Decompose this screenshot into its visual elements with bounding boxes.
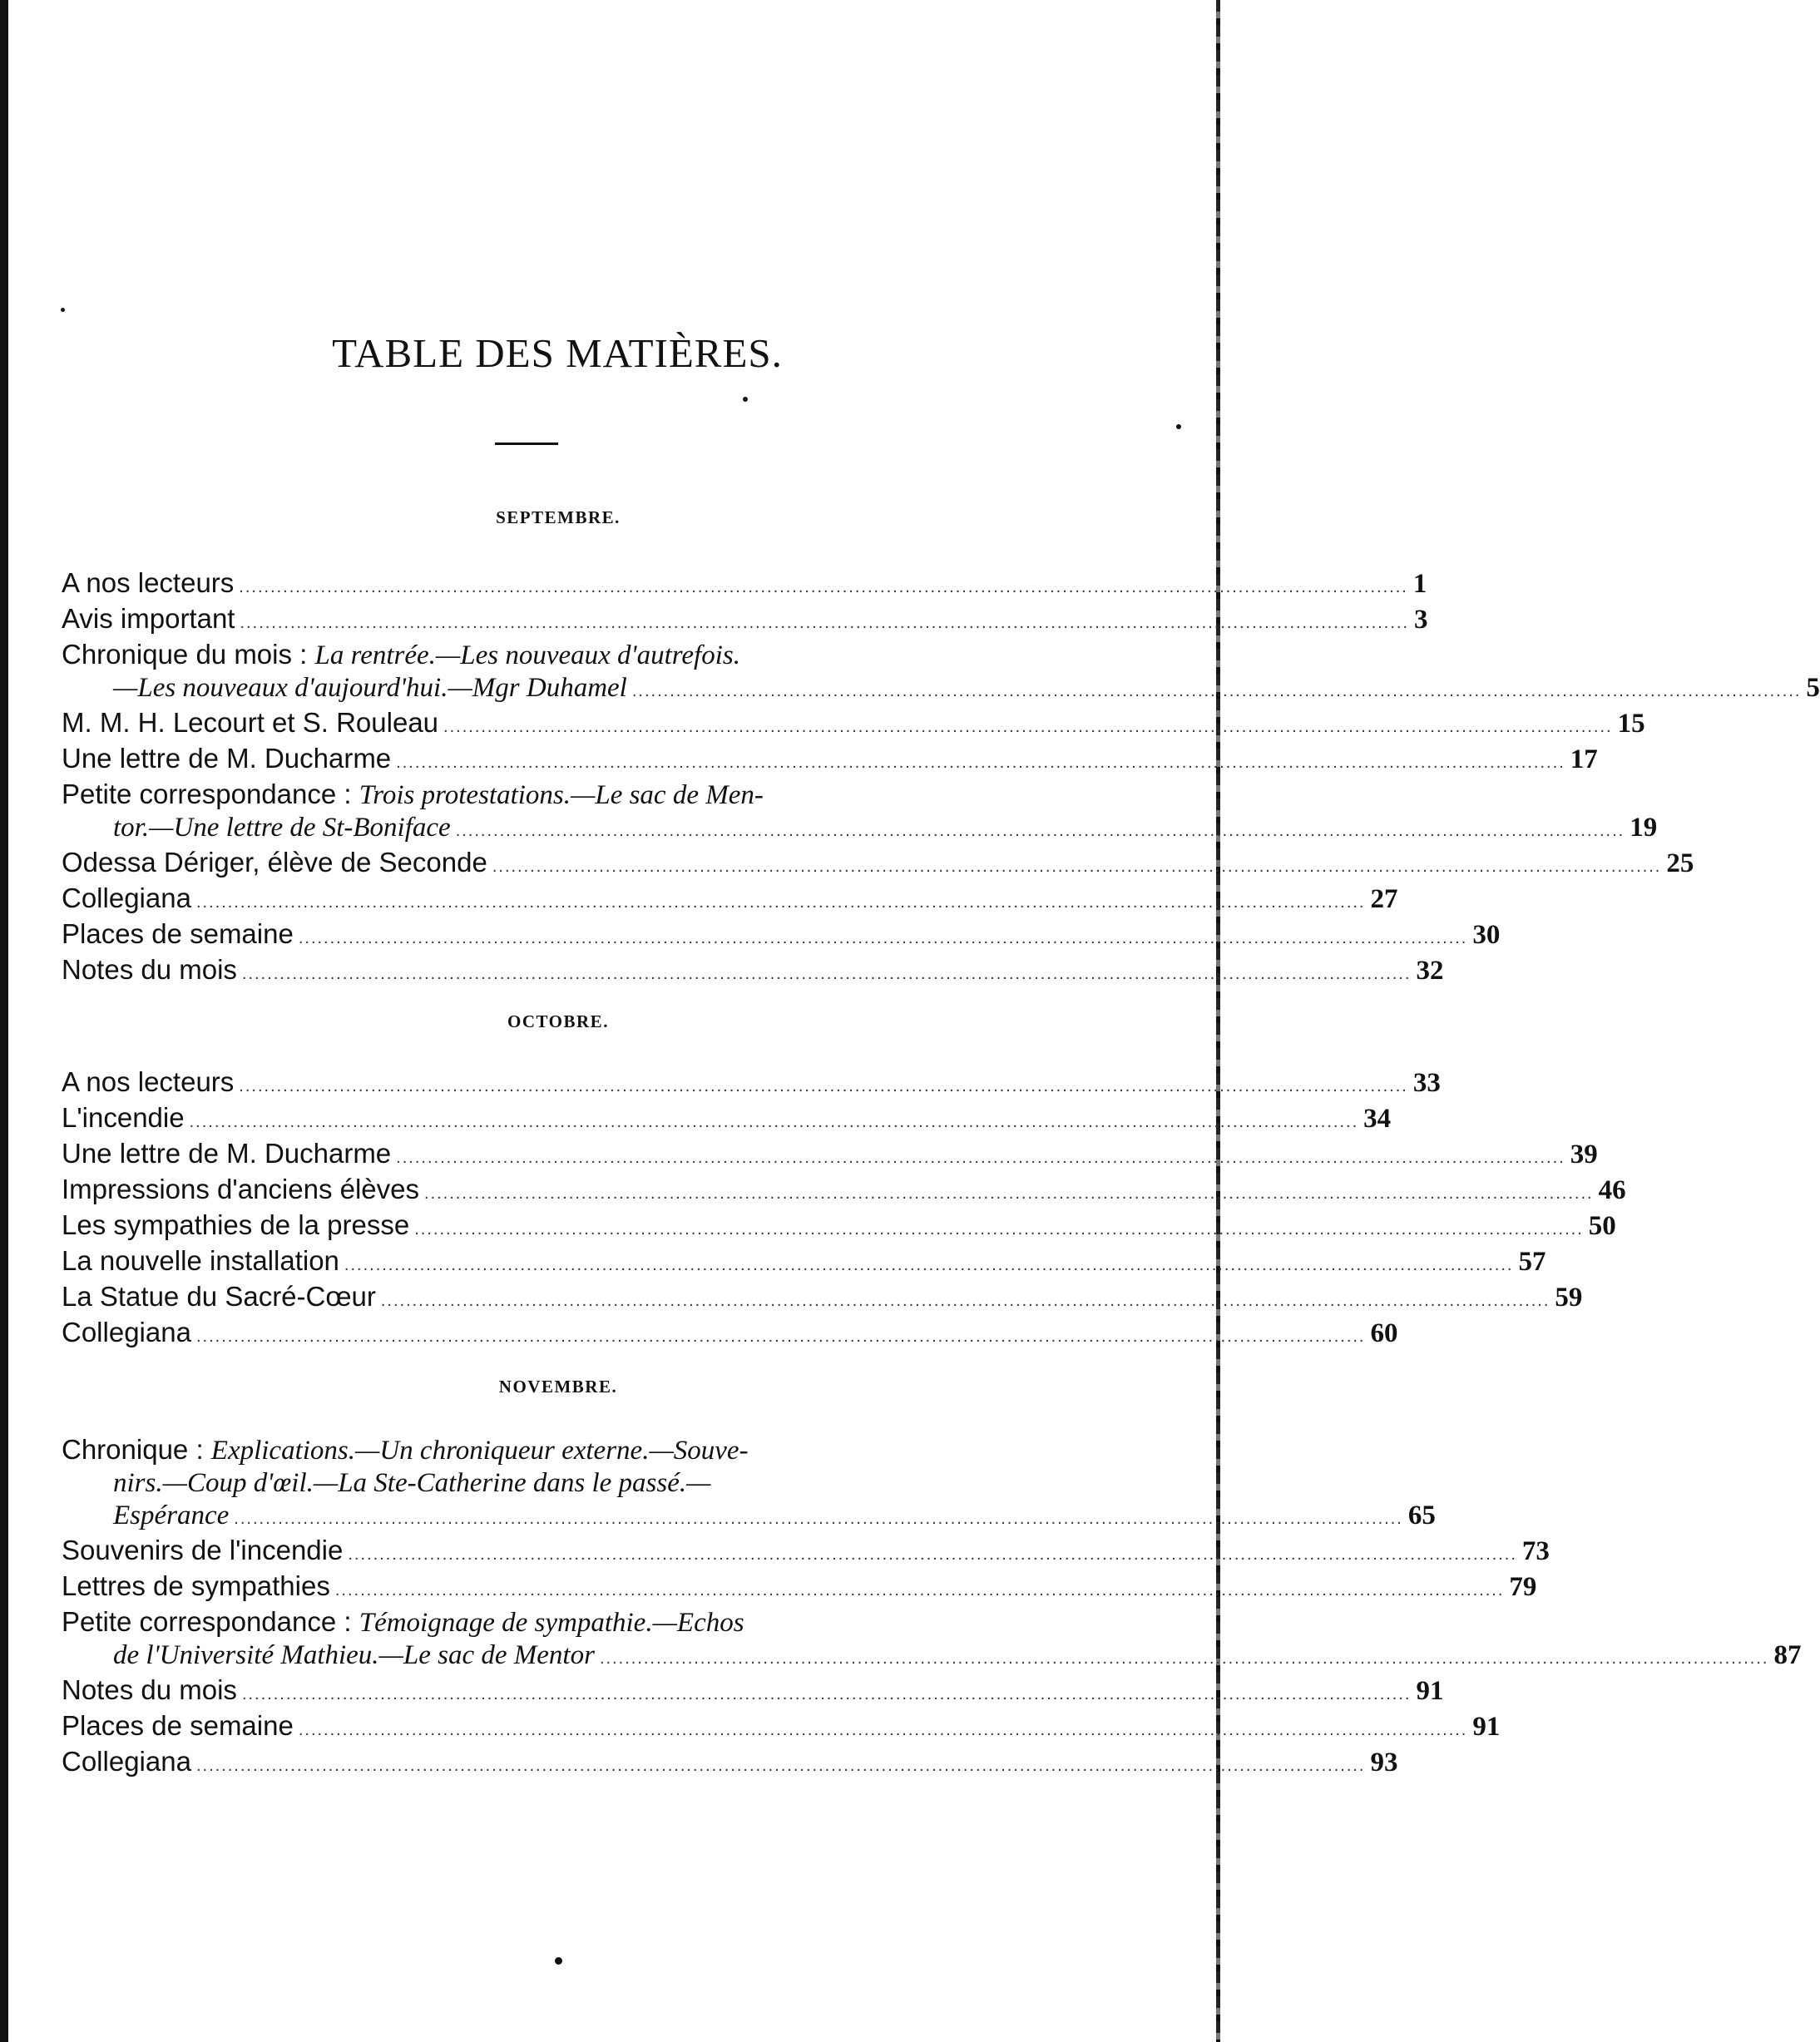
toc-entry xyxy=(62,1281,1583,1317)
entry-title-text: M. M. H. Lecourt et S. Rouleau xyxy=(62,707,439,738)
page-number: 39 xyxy=(1570,1140,1598,1169)
entry-title xyxy=(113,671,627,704)
page-number: 3 xyxy=(1414,605,1428,635)
entry-title xyxy=(62,1317,191,1347)
page-number: 79 xyxy=(1509,1572,1537,1602)
dot-leader: .......................................................................................................................................................................................... xyxy=(241,1685,1412,1703)
entry-title xyxy=(62,743,391,774)
page-number: 34 xyxy=(1363,1104,1392,1134)
page-number: 5 xyxy=(1806,673,1820,703)
dot-leader: .......................................................................................................................................................................................... xyxy=(599,1649,1769,1668)
entry-title-text: Impressions d'anciens élèves xyxy=(62,1174,420,1204)
section-entries-novembre xyxy=(62,1434,1802,1782)
entry-title xyxy=(62,567,234,598)
page-number: 46 xyxy=(1598,1175,1626,1205)
entry-title-italic: Explications.—Un chroniqueur externe.—Souve- xyxy=(210,1436,749,1466)
dot-leader: .......................................................................................................................................................................................... xyxy=(443,718,1613,736)
dot-leader: .......................................................................................................................................................................................... xyxy=(396,1149,1565,1167)
dot-leader: .......................................................................................................................................................................................... xyxy=(298,1721,1468,1739)
entry-title-italic: Témoignage de sympathie.—Echos xyxy=(359,1608,744,1638)
section-heading-octobre: OCTOBRE. xyxy=(507,1011,609,1031)
toc-entry xyxy=(62,1535,1550,1570)
toc-entry xyxy=(62,1102,1392,1138)
toc-entry xyxy=(62,1317,1398,1352)
toc-entry xyxy=(62,779,995,811)
dot-leader: .......................................................................................................................................................................................... xyxy=(334,1581,1505,1599)
dot-leader: .......................................................................................................................................................................................... xyxy=(455,822,1625,840)
dot-leader: .......................................................................................................................................................................................... xyxy=(631,682,1802,700)
dot-leader: .......................................................................................................................................................................................... xyxy=(424,1184,1594,1203)
dot-leader: .......................................................................................................................................................................................... xyxy=(195,1757,1366,1775)
dot-leader: .......................................................................................................................................................................................... xyxy=(298,929,1468,947)
section-heading-septembre: SEPTEMBRE. xyxy=(496,507,621,527)
entry-title-text: Avis important xyxy=(62,603,235,634)
entry-title-text: Collegiana xyxy=(62,883,191,913)
entry-title xyxy=(62,1434,749,1466)
page-number: 60 xyxy=(1370,1318,1398,1348)
page-number: 15 xyxy=(1617,709,1645,739)
page-number: 91 xyxy=(1416,1676,1444,1706)
entry-title-italic: de l'Université Mathieu.—Le sac de Mentor xyxy=(113,1640,595,1670)
dot-leader: .......................................................................................................................................................................................... xyxy=(240,614,1410,632)
page-number: 27 xyxy=(1370,884,1398,914)
entry-title xyxy=(62,1674,237,1705)
toc-entry xyxy=(62,1710,1501,1746)
entry-title xyxy=(62,1281,376,1312)
dot-leader: .......................................................................................................................................................................................... xyxy=(348,1545,1517,1564)
toc-entry xyxy=(62,1466,995,1499)
toc-entry xyxy=(62,707,1645,743)
entry-title xyxy=(62,1710,294,1741)
toc-entry xyxy=(62,1434,995,1466)
page-number: 19 xyxy=(1630,813,1658,843)
toc-entry xyxy=(62,1639,1802,1674)
toc-entry xyxy=(62,918,1501,954)
page-number: 33 xyxy=(1412,1068,1441,1098)
toc-entry xyxy=(62,743,1598,779)
dot-leader: .......................................................................................................................................................................................... xyxy=(380,1292,1550,1310)
page-number: 50 xyxy=(1588,1211,1616,1241)
toc-entry xyxy=(62,954,1444,990)
dot-leader: .......................................................................................................................................................................................... xyxy=(239,1077,1408,1095)
entry-title xyxy=(62,603,235,634)
entry-title-italic: nirs.—Coup d'œil.—La Ste-Catherine dans le passé.— xyxy=(113,1468,711,1498)
entry-title-text: Places de semaine xyxy=(62,1710,294,1741)
entry-title-italic: —Les nouveaux d'aujourd'hui.—Mgr Duhamel xyxy=(113,673,627,703)
entry-title-text: Petite correspondance : xyxy=(62,1606,359,1637)
dot-leader: .......................................................................................................................................................................................... xyxy=(492,858,1662,876)
entry-title-text: Chronique : xyxy=(62,1434,211,1465)
toc-entry xyxy=(62,847,1694,883)
entry-title xyxy=(62,779,764,811)
toc-entry xyxy=(62,1674,1444,1710)
entry-title-text: A nos lecteurs xyxy=(62,567,235,598)
toc-entry xyxy=(62,603,1428,639)
entry-title xyxy=(113,1466,710,1499)
entry-title xyxy=(113,811,451,843)
entry-title-text: Petite correspondance : xyxy=(62,779,359,809)
page-number: 91 xyxy=(1472,1712,1501,1742)
entry-title xyxy=(62,883,191,913)
toc-entry xyxy=(62,883,1398,918)
entry-title xyxy=(62,1606,744,1639)
page-number: 30 xyxy=(1472,920,1501,950)
entry-title-text: Odessa Dériger, élève de Seconde xyxy=(62,847,487,878)
toc-entry xyxy=(62,1209,1616,1245)
toc-entry xyxy=(62,671,1820,707)
entry-title-italic: tor.—Une lettre de St-Boniface xyxy=(113,813,451,843)
dot-leader: .......................................................................................................................................................................................... xyxy=(396,754,1565,772)
entry-title-text: Souvenirs de l'incendie xyxy=(62,1535,344,1565)
page-number: 73 xyxy=(1521,1536,1550,1566)
toc-entry xyxy=(62,1174,1626,1209)
toc-entry xyxy=(62,1606,995,1639)
entry-title-text: Notes du mois xyxy=(62,954,237,985)
toc-entry xyxy=(62,1138,1598,1174)
entry-title-text: Collegiana xyxy=(62,1317,191,1347)
entry-title xyxy=(62,707,438,738)
toc-entry xyxy=(62,567,1427,603)
entry-title xyxy=(62,1245,339,1276)
dot-leader: .......................................................................................................................................................................................... xyxy=(344,1256,1514,1274)
entry-title xyxy=(113,1499,229,1531)
toc-entry xyxy=(62,1570,1537,1606)
toc-entry xyxy=(62,1746,1398,1782)
entry-title xyxy=(62,1570,330,1601)
page-number: 32 xyxy=(1416,956,1444,986)
section-entries-septembre xyxy=(62,567,1820,990)
toc-entry xyxy=(62,1066,1441,1102)
entry-title xyxy=(62,1174,419,1204)
entry-title xyxy=(62,954,237,985)
title-rule xyxy=(495,443,558,445)
page-number: 1 xyxy=(1412,569,1427,599)
entry-title-text: Une lettre de M. Ducharme xyxy=(62,1138,392,1169)
toc-entry xyxy=(62,811,1658,847)
entry-title-text: La nouvelle installation xyxy=(62,1245,339,1276)
entry-title-text: Notes du mois xyxy=(62,1674,237,1705)
dot-leader: .......................................................................................................................................................................................... xyxy=(195,893,1366,912)
entry-title-text: L'incendie xyxy=(62,1102,185,1133)
toc-entry xyxy=(62,1245,1546,1281)
dot-leader: .......................................................................................................................................................................................... xyxy=(195,1328,1366,1346)
entry-title xyxy=(62,1209,409,1240)
entry-title xyxy=(62,639,740,671)
entry-title-text: Collegiana xyxy=(62,1746,191,1777)
dot-leader: .......................................................................................................................................................................................... xyxy=(414,1220,1584,1239)
entry-title xyxy=(62,847,487,878)
entry-title xyxy=(62,918,294,949)
page-number: 65 xyxy=(1407,1501,1436,1530)
entry-title xyxy=(62,1138,391,1169)
page-title: TABLE DES MATIÈRES. xyxy=(332,330,783,376)
entry-title-italic: La rentrée.—Les nouveaux d'autrefois. xyxy=(314,640,740,670)
section-heading-novembre: NOVEMBRE. xyxy=(498,1377,618,1397)
entry-title-text: Une lettre de M. Ducharme xyxy=(62,743,392,774)
entry-title-italic: Trois protestations.—Le sac de Men- xyxy=(359,780,764,810)
page-number: 59 xyxy=(1555,1283,1583,1313)
dot-leader: .......................................................................................................................................................................................... xyxy=(189,1113,1359,1131)
entry-title xyxy=(62,1066,234,1097)
entry-title xyxy=(62,1102,185,1133)
page-number: 57 xyxy=(1518,1247,1546,1277)
page-number: 17 xyxy=(1570,744,1598,774)
page-number: 25 xyxy=(1666,848,1694,878)
entry-title-text: Lettres de sympathies xyxy=(62,1570,330,1601)
entry-title-text: Places de semaine xyxy=(62,918,294,949)
entry-title xyxy=(113,1639,595,1671)
dot-leader: .......................................................................................................................................................................................... xyxy=(239,578,1408,596)
toc-entry xyxy=(62,1499,1436,1535)
entry-title-text: A nos lecteurs xyxy=(62,1066,235,1097)
section-entries-octobre xyxy=(62,1066,1626,1352)
dot-leader: .......................................................................................................................................................................................... xyxy=(241,965,1412,983)
page-number: 87 xyxy=(1773,1640,1802,1670)
dot-leader: .......................................................................................................................................................................................... xyxy=(234,1510,1403,1528)
toc-entry xyxy=(62,639,995,671)
entry-title xyxy=(62,1535,343,1565)
entry-title-text: Chronique du mois : xyxy=(62,639,315,670)
entry-title-text: La Statue du Sacré-Cœur xyxy=(62,1281,376,1312)
entry-title-italic: Espérance xyxy=(113,1501,230,1530)
page-number: 93 xyxy=(1370,1748,1398,1777)
entry-title xyxy=(62,1746,191,1777)
entry-title-text: Les sympathies de la presse xyxy=(62,1209,410,1240)
